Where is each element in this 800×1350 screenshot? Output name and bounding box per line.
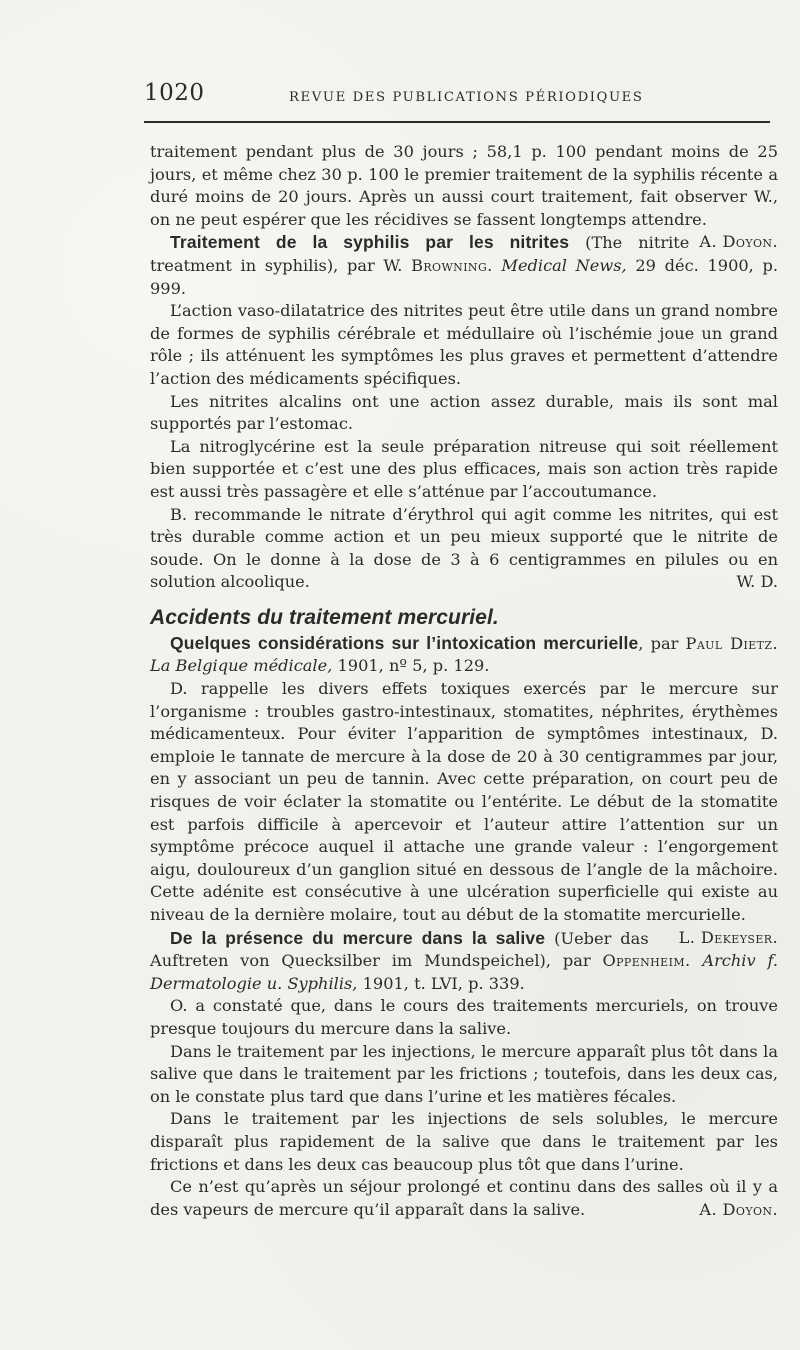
section-heading: Accidents du traitement mercuriel.: [150, 605, 499, 629]
article-paragraph: L’action vaso-dilatatrice des nitrites peut être utile dans un grand nombre de formes de syphilis cérébrale et médullaire où l’ischémie joue un grand rôle ; ils atténuent les symptômes les plus graves et permettent d’attendre l’action des médicaments spécifiques.: [150, 301, 778, 388]
article-paragraph: [150, 1176, 778, 1221]
article-paragraph: Dans le traitement par les injections, le mercure apparaît plus tôt dans la salive que dans le traitement par les frictions ; toutefois, dans les deux cas, on le constate plus tard que dans l’urine et les matières fécales.: [150, 1041, 778, 1106]
article-author: Browning.: [411, 255, 493, 275]
signature: A. Doyon.: [699, 1199, 778, 1219]
signature: L. Dekeyser.: [678, 927, 778, 947]
article-paragraph-text: D. rappelle les divers effets toxiques exercés par le mercure sur l’organisme : troubles gastro-intestinaux, stomatites, néphrites, érythèmes médicamenteux. Pour éviter l’apparition de symptômes intestinaux, D. emploie le tannate de mercure à la dose de 20 à 30 centigrammes par jour, en y associant un peu de tannin. Avec cette préparation, on court peu de risques de voir éclater la stomatite ou l’entérite. Le début de la stomatite est parfois difficile à apercevoir et l’auteur attire l’attention sur un symptôme précoce auquel il attache une grande valeur : l’engorgement aigu, douloureux d’un ganglion situé en dessous de l’angle de la mâchoire. Cette adénite est consécutive à une ulcération superficielle qui existe au niveau de la dernière molaire, tout au début de la stomatite mercurielle.: [150, 679, 778, 924]
article-paragraph-text: Ce n’est qu’après un séjour prolongé et continu dans des salles où il y a des vapeurs de mercure qu’il apparaît dans la salive.: [150, 1177, 778, 1219]
running-title: REVUE DES PUBLICATIONS PÉRIODIQUES: [289, 90, 644, 105]
article-title-paragraph: [150, 632, 778, 678]
continuation-text: traitement pendant plus de 30 jours ; 58,1 p. 100 pendant moins de 25 jours, et même chez 30 p. 100 le premier traitement de la syphilis récente a duré moins de 20 jours. Après un aussi court traitement, fait observer W., on ne peut espérer que les récidives se fassent longtemps attendre.: [150, 142, 778, 229]
article-reference: (Ueber das Auftreten von Quecksilber im Mundspeichel), par: [150, 928, 649, 971]
article-author: Paul Dietz.: [685, 633, 778, 653]
journal-title: Archiv f. Dermatologie u. Syphilis,: [150, 951, 779, 993]
header-rule: [144, 121, 770, 123]
page-content: [150, 141, 778, 1221]
article-title: De la présence du mercure dans la salive: [170, 927, 546, 948]
article-reference: 1901, nº 5, p. 129.: [332, 656, 490, 676]
journal-title: La Belgique médicale,: [150, 656, 333, 676]
article-reference: , par: [638, 633, 686, 653]
article-reference: 29 déc. 1900, p. 999.: [150, 255, 778, 298]
article-reference: 1901, t. LVI, p. 339.: [357, 973, 525, 993]
article-paragraph: [150, 504, 778, 594]
journal-title: Medical News,: [492, 255, 627, 275]
signature: W. D.: [736, 572, 778, 592]
article-reference: (The nitrite treatment in syphilis), par W.: [150, 233, 690, 275]
article-title-paragraph: [150, 231, 778, 300]
article-paragraph: Les nitrites alcalins ont une action assez durable, mais ils sont mal supportés par l’estomac.: [150, 391, 778, 434]
page-header: [144, 80, 770, 114]
article-title: Quelques considérations sur l’intoxication mercurielle: [170, 632, 639, 653]
article-paragraph: La nitroglycérine est la seule préparation nitreuse qui soit réellement bien supportée et c’est une des plus efficaces, mais son action très rapide est aussi très passagère et elle s’atténue par l’accoutumance.: [150, 436, 778, 501]
article-paragraph: O. a constaté que, dans le cours des traitements mercuriels, on trouve presque toujours du mercure dans la salive.: [150, 996, 778, 1038]
signature: A. Doyon.: [699, 232, 778, 252]
article-paragraph-text: B. recommande le nitrate d’érythrol qui agit comme les nitrites, qui est très durable comme action et un peu mieux supporté que le nitrite de soude. On le donne à la dose de 3 à 6 centigrammes en pilules ou en solution alcoolique.: [150, 504, 778, 592]
page-number: 1020: [144, 80, 205, 106]
article-author: Oppenheim.: [602, 951, 691, 971]
article-paragraph: Dans le traitement par les injections de sels solubles, le mercure disparaît plus rapidement de la salive que dans le traitement par les frictions et dans les deux cas beaucoup plus tôt que dans l’urine.: [150, 1109, 778, 1174]
article-title: Traitement de la syphilis par les nitrites: [170, 232, 570, 253]
